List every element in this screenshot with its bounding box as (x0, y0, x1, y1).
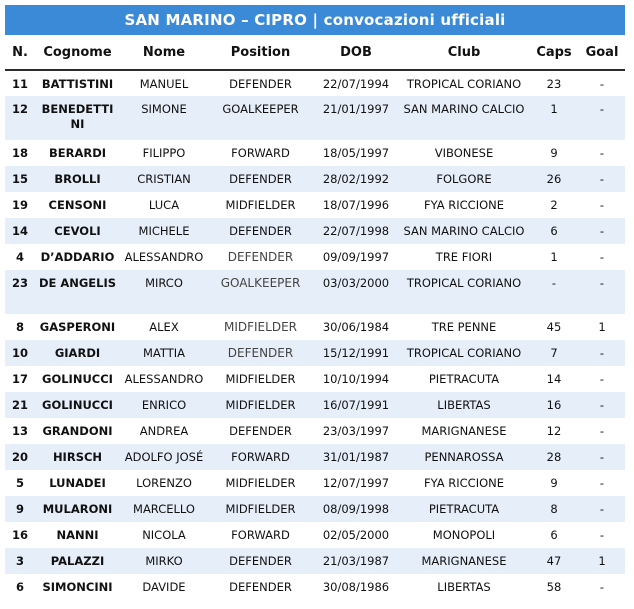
roster-table (5, 35, 625, 600)
player-number: 14 (5, 218, 35, 244)
player-dob: 03/03/2000 (313, 270, 399, 314)
player-goals: - (579, 522, 625, 548)
player-dob: 18/07/1996 (313, 192, 399, 218)
player-name: LUCA (120, 192, 208, 218)
player-goals: - (579, 218, 625, 244)
player-surname: GOLINUCCI (35, 392, 120, 418)
player-dob: 30/06/1984 (313, 314, 399, 340)
player-surname: DE ANGELIS (35, 270, 120, 314)
player-number: 4 (5, 244, 35, 270)
player-name: ENRICO (120, 392, 208, 418)
player-number: 12 (5, 96, 35, 140)
player-surname: HIRSCH (35, 444, 120, 470)
player-caps: 28 (529, 444, 579, 470)
player-position: DEFENDER (208, 244, 313, 270)
col-header-number: N. (5, 35, 35, 70)
player-caps: 2 (529, 192, 579, 218)
player-position: MIDFIELDER (208, 392, 313, 418)
player-dob: 16/07/1991 (313, 392, 399, 418)
table-row (5, 96, 625, 140)
player-caps: - (529, 270, 579, 314)
player-position: DEFENDER (208, 574, 313, 600)
player-position: FORWARD (208, 444, 313, 470)
player-number: 16 (5, 522, 35, 548)
player-dob: 08/09/1998 (313, 496, 399, 522)
player-goals: - (579, 392, 625, 418)
player-caps: 12 (529, 418, 579, 444)
player-caps: 47 (529, 548, 579, 574)
player-name: ANDREA (120, 418, 208, 444)
player-name: MIRKO (120, 548, 208, 574)
table-row (5, 418, 625, 444)
player-goals: - (579, 444, 625, 470)
roster-body (5, 70, 625, 600)
player-caps: 6 (529, 522, 579, 548)
player-surname: GOLINUCCI (35, 366, 120, 392)
player-surname: LUNADEI (35, 470, 120, 496)
player-number: 5 (5, 470, 35, 496)
table-row (5, 548, 625, 574)
player-name: SIMONE (120, 96, 208, 140)
player-dob: 21/03/1987 (313, 548, 399, 574)
table-row (5, 314, 625, 340)
player-dob: 22/07/1994 (313, 70, 399, 96)
player-name: MIRCO (120, 270, 208, 314)
player-surname: GASPERONI (35, 314, 120, 340)
table-row (5, 244, 625, 270)
player-goals: - (579, 496, 625, 522)
player-position: MIDFIELDER (208, 314, 313, 340)
player-dob: 28/02/1992 (313, 166, 399, 192)
player-dob: 30/08/1986 (313, 574, 399, 600)
table-row (5, 496, 625, 522)
table-row (5, 166, 625, 192)
player-position: MIDFIELDER (208, 366, 313, 392)
player-caps: 9 (529, 140, 579, 166)
player-dob: 02/05/2000 (313, 522, 399, 548)
player-dob: 21/01/1997 (313, 96, 399, 140)
player-position: MIDFIELDER (208, 470, 313, 496)
player-goals: - (579, 192, 625, 218)
player-dob: 12/07/1997 (313, 470, 399, 496)
player-club: MARIGNANESE (399, 548, 529, 574)
player-number: 23 (5, 270, 35, 314)
player-position: GOALKEEPER (208, 270, 313, 314)
table-row (5, 444, 625, 470)
player-name: ADOLFO JOSÉ (120, 444, 208, 470)
player-position: FORWARD (208, 522, 313, 548)
player-name: MICHELE (120, 218, 208, 244)
player-caps: 26 (529, 166, 579, 192)
player-number: 8 (5, 314, 35, 340)
player-club: PENNAROSSA (399, 444, 529, 470)
player-position: DEFENDER (208, 70, 313, 96)
player-club: FYA RICCIONE (399, 470, 529, 496)
player-number: 20 (5, 444, 35, 470)
player-position: MIDFIELDER (208, 192, 313, 218)
player-name: ALESSANDRO (120, 366, 208, 392)
player-number: 11 (5, 70, 35, 96)
player-number: 21 (5, 392, 35, 418)
player-number: 10 (5, 340, 35, 366)
player-number: 9 (5, 496, 35, 522)
player-goals: 1 (579, 314, 625, 340)
player-goals: - (579, 96, 625, 140)
player-caps: 1 (529, 244, 579, 270)
player-position: DEFENDER (208, 340, 313, 366)
player-dob: 22/07/1998 (313, 218, 399, 244)
player-club: TRE FIORI (399, 244, 529, 270)
table-row (5, 340, 625, 366)
player-dob: 31/01/1987 (313, 444, 399, 470)
table-row (5, 218, 625, 244)
player-surname: BENEDETTINI (35, 96, 120, 140)
col-header-cognome: Cognome (35, 35, 120, 70)
player-goals: - (579, 140, 625, 166)
player-number: 13 (5, 418, 35, 444)
player-club: MONOPOLI (399, 522, 529, 548)
player-name: CRISTIAN (120, 166, 208, 192)
player-club: SAN MARINO CALCIO (399, 218, 529, 244)
player-position: DEFENDER (208, 218, 313, 244)
table-row (5, 366, 625, 392)
table-row (5, 192, 625, 218)
player-surname: NANNI (35, 522, 120, 548)
player-goals: - (579, 166, 625, 192)
player-dob: 09/09/1997 (313, 244, 399, 270)
player-club: MARIGNANESE (399, 418, 529, 444)
player-name: LORENZO (120, 470, 208, 496)
player-name: NICOLA (120, 522, 208, 548)
player-position: FORWARD (208, 140, 313, 166)
player-club: TROPICAL CORIANO (399, 70, 529, 96)
player-goals: - (579, 470, 625, 496)
player-club: PIETRACUTA (399, 366, 529, 392)
player-surname: SIMONCINI (35, 574, 120, 600)
player-position: DEFENDER (208, 418, 313, 444)
player-name: ALESSANDRO (120, 244, 208, 270)
table-title: SAN MARINO – CIPRO | convocazioni ufficiali (5, 5, 625, 35)
player-name: MARCELLO (120, 496, 208, 522)
player-name: MATTIA (120, 340, 208, 366)
player-caps: 45 (529, 314, 579, 340)
player-surname: PALAZZI (35, 548, 120, 574)
player-number: 3 (5, 548, 35, 574)
player-position: DEFENDER (208, 548, 313, 574)
player-goals: - (579, 574, 625, 600)
player-number: 17 (5, 366, 35, 392)
player-position: MIDFIELDER (208, 496, 313, 522)
table-row (5, 522, 625, 548)
table-row (5, 140, 625, 166)
player-number: 6 (5, 574, 35, 600)
player-number: 19 (5, 192, 35, 218)
table-row (5, 470, 625, 496)
player-goals: 1 (579, 548, 625, 574)
player-number: 18 (5, 140, 35, 166)
player-surname: D’ADDARIO (35, 244, 120, 270)
player-club: SAN MARINO CALCIO (399, 96, 529, 140)
player-surname: CENSONI (35, 192, 120, 218)
player-caps: 58 (529, 574, 579, 600)
col-header-caps: Caps (529, 35, 579, 70)
player-goals: - (579, 244, 625, 270)
player-dob: 18/05/1997 (313, 140, 399, 166)
player-position: GOALKEEPER (208, 96, 313, 140)
player-club: TROPICAL CORIANO (399, 340, 529, 366)
player-goals: - (579, 418, 625, 444)
col-header-nome: Nome (120, 35, 208, 70)
player-name: FILIPPO (120, 140, 208, 166)
player-surname: BERARDI (35, 140, 120, 166)
player-dob: 15/12/1991 (313, 340, 399, 366)
player-caps: 1 (529, 96, 579, 140)
player-surname: BATTISTINI (35, 70, 120, 96)
player-goals: - (579, 366, 625, 392)
player-name: MANUEL (120, 70, 208, 96)
player-caps: 16 (529, 392, 579, 418)
player-caps: 23 (529, 70, 579, 96)
player-surname: GRANDONI (35, 418, 120, 444)
player-club: TROPICAL CORIANO (399, 270, 529, 314)
player-goals: - (579, 270, 625, 314)
player-name: DAVIDE (120, 574, 208, 600)
player-dob: 10/10/1994 (313, 366, 399, 392)
player-club: FOLGORE (399, 166, 529, 192)
player-name: ALEX (120, 314, 208, 340)
player-caps: 8 (529, 496, 579, 522)
player-caps: 9 (529, 470, 579, 496)
player-caps: 6 (529, 218, 579, 244)
table-row (5, 574, 625, 600)
roster-panel (5, 5, 625, 600)
table-row (5, 392, 625, 418)
player-caps: 7 (529, 340, 579, 366)
header-row (5, 35, 625, 70)
player-club: LIBERTAS (399, 574, 529, 600)
player-surname: GIARDI (35, 340, 120, 366)
player-club: TRE PENNE (399, 314, 529, 340)
player-club: VIBONESE (399, 140, 529, 166)
player-goals: - (579, 70, 625, 96)
player-club: PIETRACUTA (399, 496, 529, 522)
player-club: LIBERTAS (399, 392, 529, 418)
player-surname: MULARONI (35, 496, 120, 522)
player-caps: 14 (529, 366, 579, 392)
table-row (5, 270, 625, 314)
player-number: 15 (5, 166, 35, 192)
col-header-club: Club (399, 35, 529, 70)
col-header-dob: DOB (313, 35, 399, 70)
col-header-goal: Goal (579, 35, 625, 70)
player-surname: CEVOLI (35, 218, 120, 244)
player-position: DEFENDER (208, 166, 313, 192)
table-row (5, 70, 625, 96)
player-dob: 23/03/1997 (313, 418, 399, 444)
player-goals: - (579, 340, 625, 366)
player-surname: BROLLI (35, 166, 120, 192)
col-header-position: Position (208, 35, 313, 70)
player-club: FYA RICCIONE (399, 192, 529, 218)
